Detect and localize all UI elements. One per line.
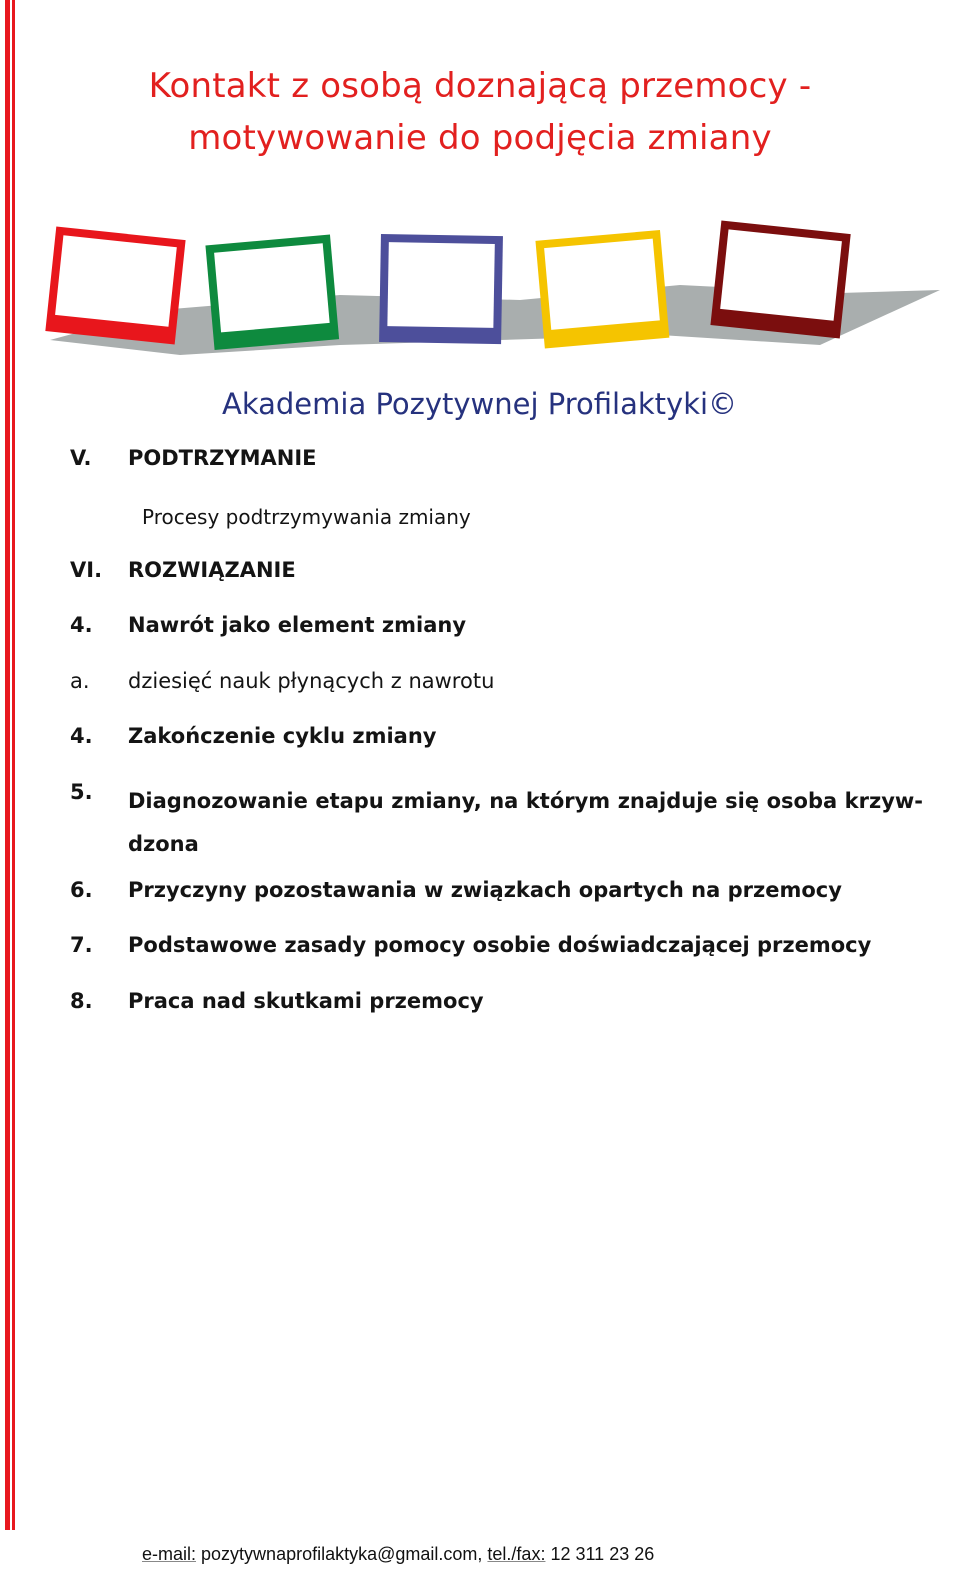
item-text: Podstawowe zasady pomocy osobie doświadczającej przemocy	[128, 933, 872, 957]
item-text: dziesięć nauk płynących z nawrotu	[128, 669, 495, 693]
item-number: a.	[70, 669, 90, 693]
outline-subitem: Procesy podtrzymywania zmiany	[142, 505, 471, 529]
item-text: Nawrót jako element zmiany	[128, 613, 467, 637]
item-text: ROZWIĄZANIE	[128, 558, 296, 582]
frame-yellow	[535, 230, 669, 348]
frame-green	[205, 235, 339, 350]
item-text: PODTRZYMANIE	[128, 446, 317, 470]
tel-label: tel./fax:	[487, 1544, 546, 1564]
page-title	[120, 60, 840, 164]
frame-blue	[379, 234, 503, 344]
left-border-bar	[5, 0, 10, 1530]
email-label: e-mail:	[142, 1544, 197, 1564]
title-line-2: motywowanie do podjęcia zmiany	[188, 118, 772, 158]
item-text: Praca nad skutkami przemocy	[128, 989, 484, 1013]
outline-item-wrapped-text: Diagnozowanie etapu zmiany, na którym znajduje się osoba krzyw-dzona	[128, 789, 923, 856]
tel-number: 12 311 23 26	[550, 1544, 655, 1564]
item-number: 4.	[70, 724, 93, 748]
item-text: Zakończenie cyklu zmiany	[128, 724, 437, 748]
item-number: 4.	[70, 613, 93, 637]
frame-darkred	[710, 221, 850, 339]
academy-name: Akademia Pozytywnej Profilaktyki©	[222, 387, 738, 421]
footer-contact	[142, 1544, 654, 1565]
item-number: 8.	[70, 989, 93, 1013]
item-number: 5.	[70, 780, 93, 804]
frame-red	[45, 227, 185, 345]
item-number: VI.	[70, 558, 103, 582]
item-text: Przyczyny pozostawania w związkach opartych na przemocy	[128, 878, 842, 902]
title-line-1: Kontakt z osobą doznającą przemocy -	[148, 66, 812, 106]
item-number: V.	[70, 446, 92, 470]
item-number: 7.	[70, 933, 93, 957]
email-link[interactable]: pozytywnaprofilaktyka@gmail.com,	[201, 1544, 483, 1564]
item-number: 6.	[70, 878, 93, 902]
left-border-bar-thin	[12, 0, 15, 1530]
photo-frames-logo	[40, 215, 940, 365]
